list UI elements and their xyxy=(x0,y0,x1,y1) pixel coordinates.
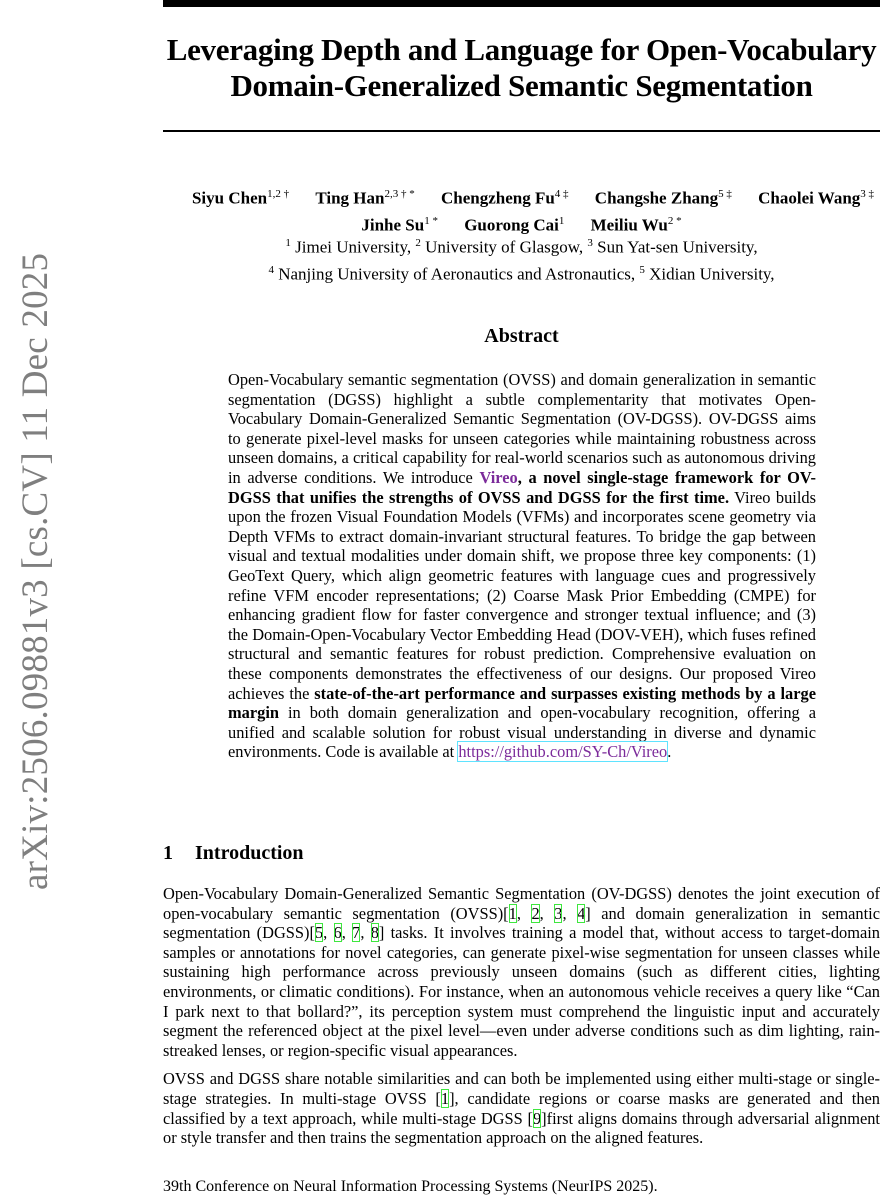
citation-link[interactable]: 5 xyxy=(314,923,324,943)
paper-title xyxy=(163,32,880,104)
title-rule xyxy=(163,130,880,132)
vireo-name: Vireo xyxy=(479,467,518,487)
author: Guorong Cai$^1$ xyxy=(464,214,565,235)
author: Chaolei Wang$^{3 \ddagger}$ xyxy=(758,188,875,208)
author: Meiliu $Wu^{2 *}$ xyxy=(590,214,682,235)
citation-link[interactable]: 4 xyxy=(577,903,586,923)
author: Siyu Chen$^{1,2 \dagger}$ xyxy=(191,188,290,208)
author: Ting Han$^{2,3 \dagger *}$ xyxy=(315,188,415,208)
abstract-body: Open-Vocabulary semantic segmentation (OVSS) and domain generalization in semantic segmentation (DGSS) highlight a subtle complementarity that motivates Open-Vocabulary Domain-Generalized Semantic Segmentation (OV-DGSS). OV-DGSS aims to generate pixel-level masks for unseen categories while maintaining robustness across unseen domains, a critical capability for real-world scenarios such as autonomous driving in adverse conditions. We introduce Vireo, a novel single-stage framework for OV-DGSS that unifies the strengths of OVSS and DGSS for the first time. Vireo builds upon the frozen Visual Foundation Models (VFMs) and incorporates scene geometry via Depth VFMs to extract domain-invariant structural features. To bridge the gap between visual and textual modalities under domain shift, we propose three key components: (1) GeoText Query, which align geometric features with language cues and progressively refine VFM encoder representations; (2) Coarse Mask Prior Embedding (CMPE) for enhancing gradient flow for faster convergence and stronger textual influence; and (3) the Domain-Open-Vocabulary Vector Embedding Head (DOV-VEH), which fuses refined structural and semantic features for robust prediction. Comprehensive evaluation on these components demonstrates the effectiveness of our designs. Our proposed Vireo achieves the state-of-the-art performance and surpasses existing methods by a large margin in both domain generalization and open-vocabulary recognition, offering a unified and scalable solution for robust visual understanding in diverse and dynamic environments. Code is available at https://github.com/SY-Ch/Vireo. xyxy=(228,370,816,762)
paragraph: OVSS and DGSS share notable similarities and can both be implemented using either multi-stage or single-stage strategies. In multi-stage OVSS [1], candidate regions or coarse masks are generated and then classified by a text approach, while multi-stage DGSS [9]first aligns domains through adversarial alignment or style transfer and then trains the segmentation approach on the aligned features. xyxy=(163,1069,880,1148)
author: Changshe Zhang$^{5 \ddagger}$ xyxy=(594,188,732,208)
title-line-1: Leveraging Depth and Language for Open-Vocabulary xyxy=(166,32,877,67)
citation-link[interactable]: 9 xyxy=(532,1108,542,1128)
paragraph: Open-Vocabulary Domain-Generalized Semantic Segmentation (OV-DGSS) denotes the joint execution of open-vocabulary semantic segmentation (OVSS)[1, 2, 3, 4] and domain generalization in semantic segmentation (DGSS)[5, 6, 7, 8] tasks. It involves training a model that, without access to target-domain samples or annotations for novel categories, can generate pixel-wise segmentation for unseen classes while sustaining high performance across previously unseen domains (such as different cities, lighting environments, or climatic conditions). For instance, when an autonomous vehicle receives a query like “Can I park next to that bollard?”, its perception system must comprehend the linguistic input and accurately segment the referenced object at the pixel level—even under adverse conditions such as dim lighting, rain-streaked lenses, or region-specific visual appearances. xyxy=(163,884,880,1060)
section-heading-introduction: 1 Introduction xyxy=(163,842,304,864)
author: Jinhe $Su^{1 *}$ xyxy=(361,214,438,235)
affiliation-line-2: $^4$ Nanjing University of Aeronautics and Astronautics, $^5$ Xidian University, xyxy=(268,263,775,284)
conference-footer: 39th Conference on Neural Information Processing Systems (NeurIPS 2025). xyxy=(163,1178,658,1195)
affiliations xyxy=(163,232,880,285)
citation-link[interactable]: 7 xyxy=(352,923,361,943)
top-rule xyxy=(163,0,880,7)
author-list xyxy=(163,183,892,236)
citation-link[interactable]: 8 xyxy=(370,923,379,943)
abstract-heading: Abstract xyxy=(484,325,559,347)
citation-link[interactable]: 1 xyxy=(508,903,517,923)
title-line-2: Domain-Generalized Semantic Segmentation xyxy=(230,68,813,103)
affiliation-line-1: $^1$ Jimei University, $^2$ University of Glasgow, $^3$ Sun Yat-sen University, xyxy=(285,237,758,257)
citation-link[interactable]: 3 xyxy=(554,903,563,923)
author: Chengzheng $Fu^{4 \ddagger}$ xyxy=(440,188,569,208)
arxiv-identifier: arXiv:2506.09881v3 [cs.CV] 11 Dec 2025 xyxy=(15,252,56,890)
introduction-body xyxy=(163,884,880,1157)
citation-link[interactable]: 6 xyxy=(333,923,342,943)
citation-link[interactable]: 2 xyxy=(531,903,540,923)
citation-link[interactable]: 1 xyxy=(440,1088,450,1108)
code-link[interactable]: https://github.com/SY-Ch/Vireo xyxy=(458,742,668,762)
